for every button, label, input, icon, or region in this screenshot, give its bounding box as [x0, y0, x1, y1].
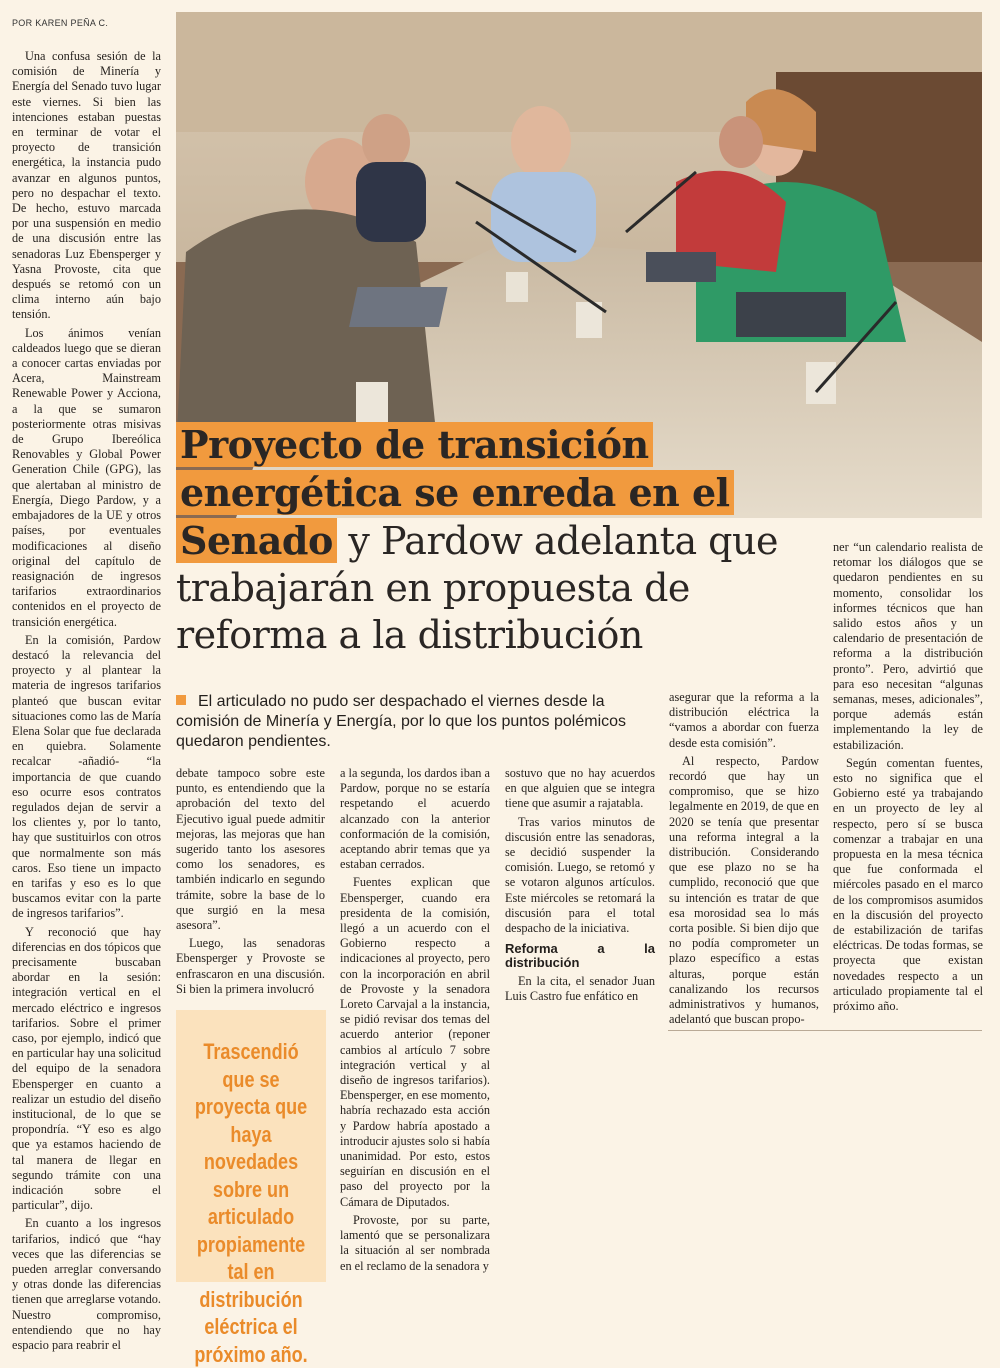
paragraph: a la segunda, los dardos iban a Pardow, porque no se estaría respetando el acuerdo alcanzado con la anterior conformación de la comisión, aceptando abrir temas que ya estaban cerrados. — [340, 766, 490, 872]
column-1 — [12, 49, 161, 1356]
paragraph: Luego, las senadoras Ebensperger y Provoste se enfrascaron en una discusión. Si bien la primera involucró — [176, 936, 325, 996]
paragraph: Fuentes explican que Ebensperger, cuando era presidenta de la comisión, llegó a un acuerdo con el Gobierno respecto a indicaciones al proyecto, pero con la incorporación en abril de Provoste y la senadora Loreto Carvajal a la instancia, se pidió revisar dos temas del acuerdo anterior (reponer cambios al artículo 7 sobre integración vertical y al diseño de ingresos tarifarios). Ebensperger, en ese momento, habría rechazado esta acción y Pardow habría apostado a introducir ajustes solo si había unanimidad. Por esto, estos seguirían en discusión en el paso del proyecto por la Cámara de Diputados. — [340, 875, 490, 1209]
column-5 — [669, 690, 819, 1030]
headline-highlight: Proyecto de transición energética se enreda en el Senado — [176, 422, 734, 563]
column-6 — [833, 540, 983, 1017]
pull-quote: Trascendió que se proyecta que haya novedades sobre un articulado propiamente tal en distribución eléctrica el próximo año. — [194, 1039, 308, 1367]
paragraph: En cuanto a los ingresos tarifarios, indicó que “hay veces que las diferencias se pueden arreglar conversando y otras donde las diferencias tienen que arreglarse votando. Nuestro compromiso, entendiendo que no hay espacio para reabrir el — [12, 1216, 161, 1353]
headline-rest: y Pardow adelanta que trabajarán en propuesta de reforma a la distribución — [176, 519, 778, 657]
subheading: Reforma a la distribución — [505, 941, 655, 971]
paragraph: En la comisión, Pardow destacó la relevancia del proyecto y al plantear la materia de ingresos tarifarios planteó que buscan evitar situaciones como las de María Elena Solar que fue declarada en quiebra. Solamente recalcar -añadió- “la importancia de que cuando eso ocurre esos contratos regulados dejan de servir a los clientes y, por lo tanto, hay que sustituirlos con otros que normalmente son más caros. Eso tiene un impacto en tarifas y eso es lo que buscamos evitar con la parte de ingresos tarifarios”. — [12, 632, 161, 921]
orange-square-bullet-icon — [176, 695, 186, 705]
paragraph: Los ánimos venían caldeados luego que se dieran a conocer cartas enviadas por Acera, Mainstream Renewable Power y Acciona, a la que se sumaron posteriormente otras misivas de Grupo Ibereólica Renovables y Global Power Generation Chile (GPG), las que alertaban al ministro de Energía, Diego Pardow, y a embajadores de la UE y otros países, por eventuales modificaciones al diseño original del capítulo de reasignación de ingresos tarifarios extraordinarios contenidos en el proyecto de transición energética. — [12, 325, 161, 629]
column-2 — [176, 766, 325, 1000]
paragraph: ner “un calendario realista de retomar los diálogos que se quedaron pendientes en su momento, consolidar los informes técnicos que han salido estos años y un calendario de presentación de reforma a la distribución pronto”. Pero, advirtió que para eso necesitan “algunas semanas, meses, adicionales”, porque además están implementando la ley de estabilización. — [833, 540, 983, 752]
paragraph: Al respecto, Pardow recordó que hay un compromiso, que se hizo legalmente en 2019, de que en 2020 se tenía que presentar una reforma integral a la distribución. Considerando que ese plazo no se ha cumplido, reconoció que que su intención es tratar de que esa morosidad sea lo más corta posible. Si bien dijo que no podía comprometer un plazo específico a estas alturas, porque están canalizando los recursos administrativos y humanos, adelantó que buscan propo- — [669, 753, 819, 1027]
paragraph: Según comentan fuentes, esto no significa que el Gobierno esté ya trabajando en un proyecto de ley al respecto, pero sí se busca comenzar a trabajar en una propuesta en la mesa técnica que fue conformada el miércoles pasado en el marco de los compromisos asumidos en la discusión del proyecto de estabilización de tarifas eléctricas. De todas formas, se proyecta que existan novedades respecto a un articulado propiamente tal el próximo año. — [833, 755, 983, 1014]
paragraph: Una confusa sesión de la comisión de Minería y Energía del Senado tuvo lugar este viernes. Si bien las intenciones estaban puestas en terminar de votar el proyecto de transición energética, la instancia pudo avanzar en algunos puntos, pero no despachar el texto. De hecho, estuvo marcada por una suspensión en medio de una discusión entre las senadoras Luz Ebensperger y Yasna Provoste, cita que después se retomó con un clima interno aún bajo tensión. — [12, 49, 161, 322]
paragraph: sostuvo que no hay acuerdos en que alguien que se integra tiene que asumir a rajatabla. — [505, 766, 655, 811]
paragraph: Tras varios minutos de discusión entre las senadoras, se decidió suspender la comisión. Luego, se retomó y se votaron algunos artículos. Este miércoles se retomará la discusión para el total despacho de la iniciativa. — [505, 814, 655, 936]
paragraph: debate tampoco sobre este punto, es entendiendo que la aprobación del texto del Ejecutivo igual puede admitir mejoras, las mejoras que han sugerido tanto los asesores como los senadores, es también indicarlo en segundo trámite, sobre la base de lo que surgió en la mesa asesora”. — [176, 766, 325, 933]
paragraph: En la cita, el senador Juan Luis Castro fue enfático en — [505, 974, 655, 1004]
byline: POR KAREN PEÑA C. — [12, 18, 109, 28]
paragraph: Provoste, por su parte, lamentó que se personalizara la situación al ser nombrada en el reclamo de la senadora y — [340, 1212, 490, 1273]
headline — [176, 421, 816, 659]
column-3 — [340, 766, 490, 1277]
column-end-rule — [668, 1030, 982, 1031]
paragraph: Y reconoció que hay diferencias en dos tópicos que precisamente buscaban abordar en la sesión: integración vertical en el mercado eléctrico e ingresos tarifarios. Sobre el primer caso, por ejemplo, indicó que en particular hay una solicitud del equipo de la senadora Ebensperger en cuanto a realizar un estudio del diseño institucional, de lo que se propondría. “Y eso es algo que ya estamos haciendo de tal manera de llegar en segundo trámite con una indicación sobre el particular”, dijo. — [12, 924, 161, 1213]
lead-paragraph — [176, 692, 656, 752]
lead-text: El articulado no pudo ser despachado el viernes desde la comisión de Minería y Energía, por lo que los puntos polémicos quedaron pendientes. — [176, 693, 627, 750]
column-4 — [505, 766, 655, 1008]
paragraph: asegurar que la reforma a la distribución eléctrica la “vamos a abordar con fuerza desde esta comisión”. — [669, 690, 819, 750]
